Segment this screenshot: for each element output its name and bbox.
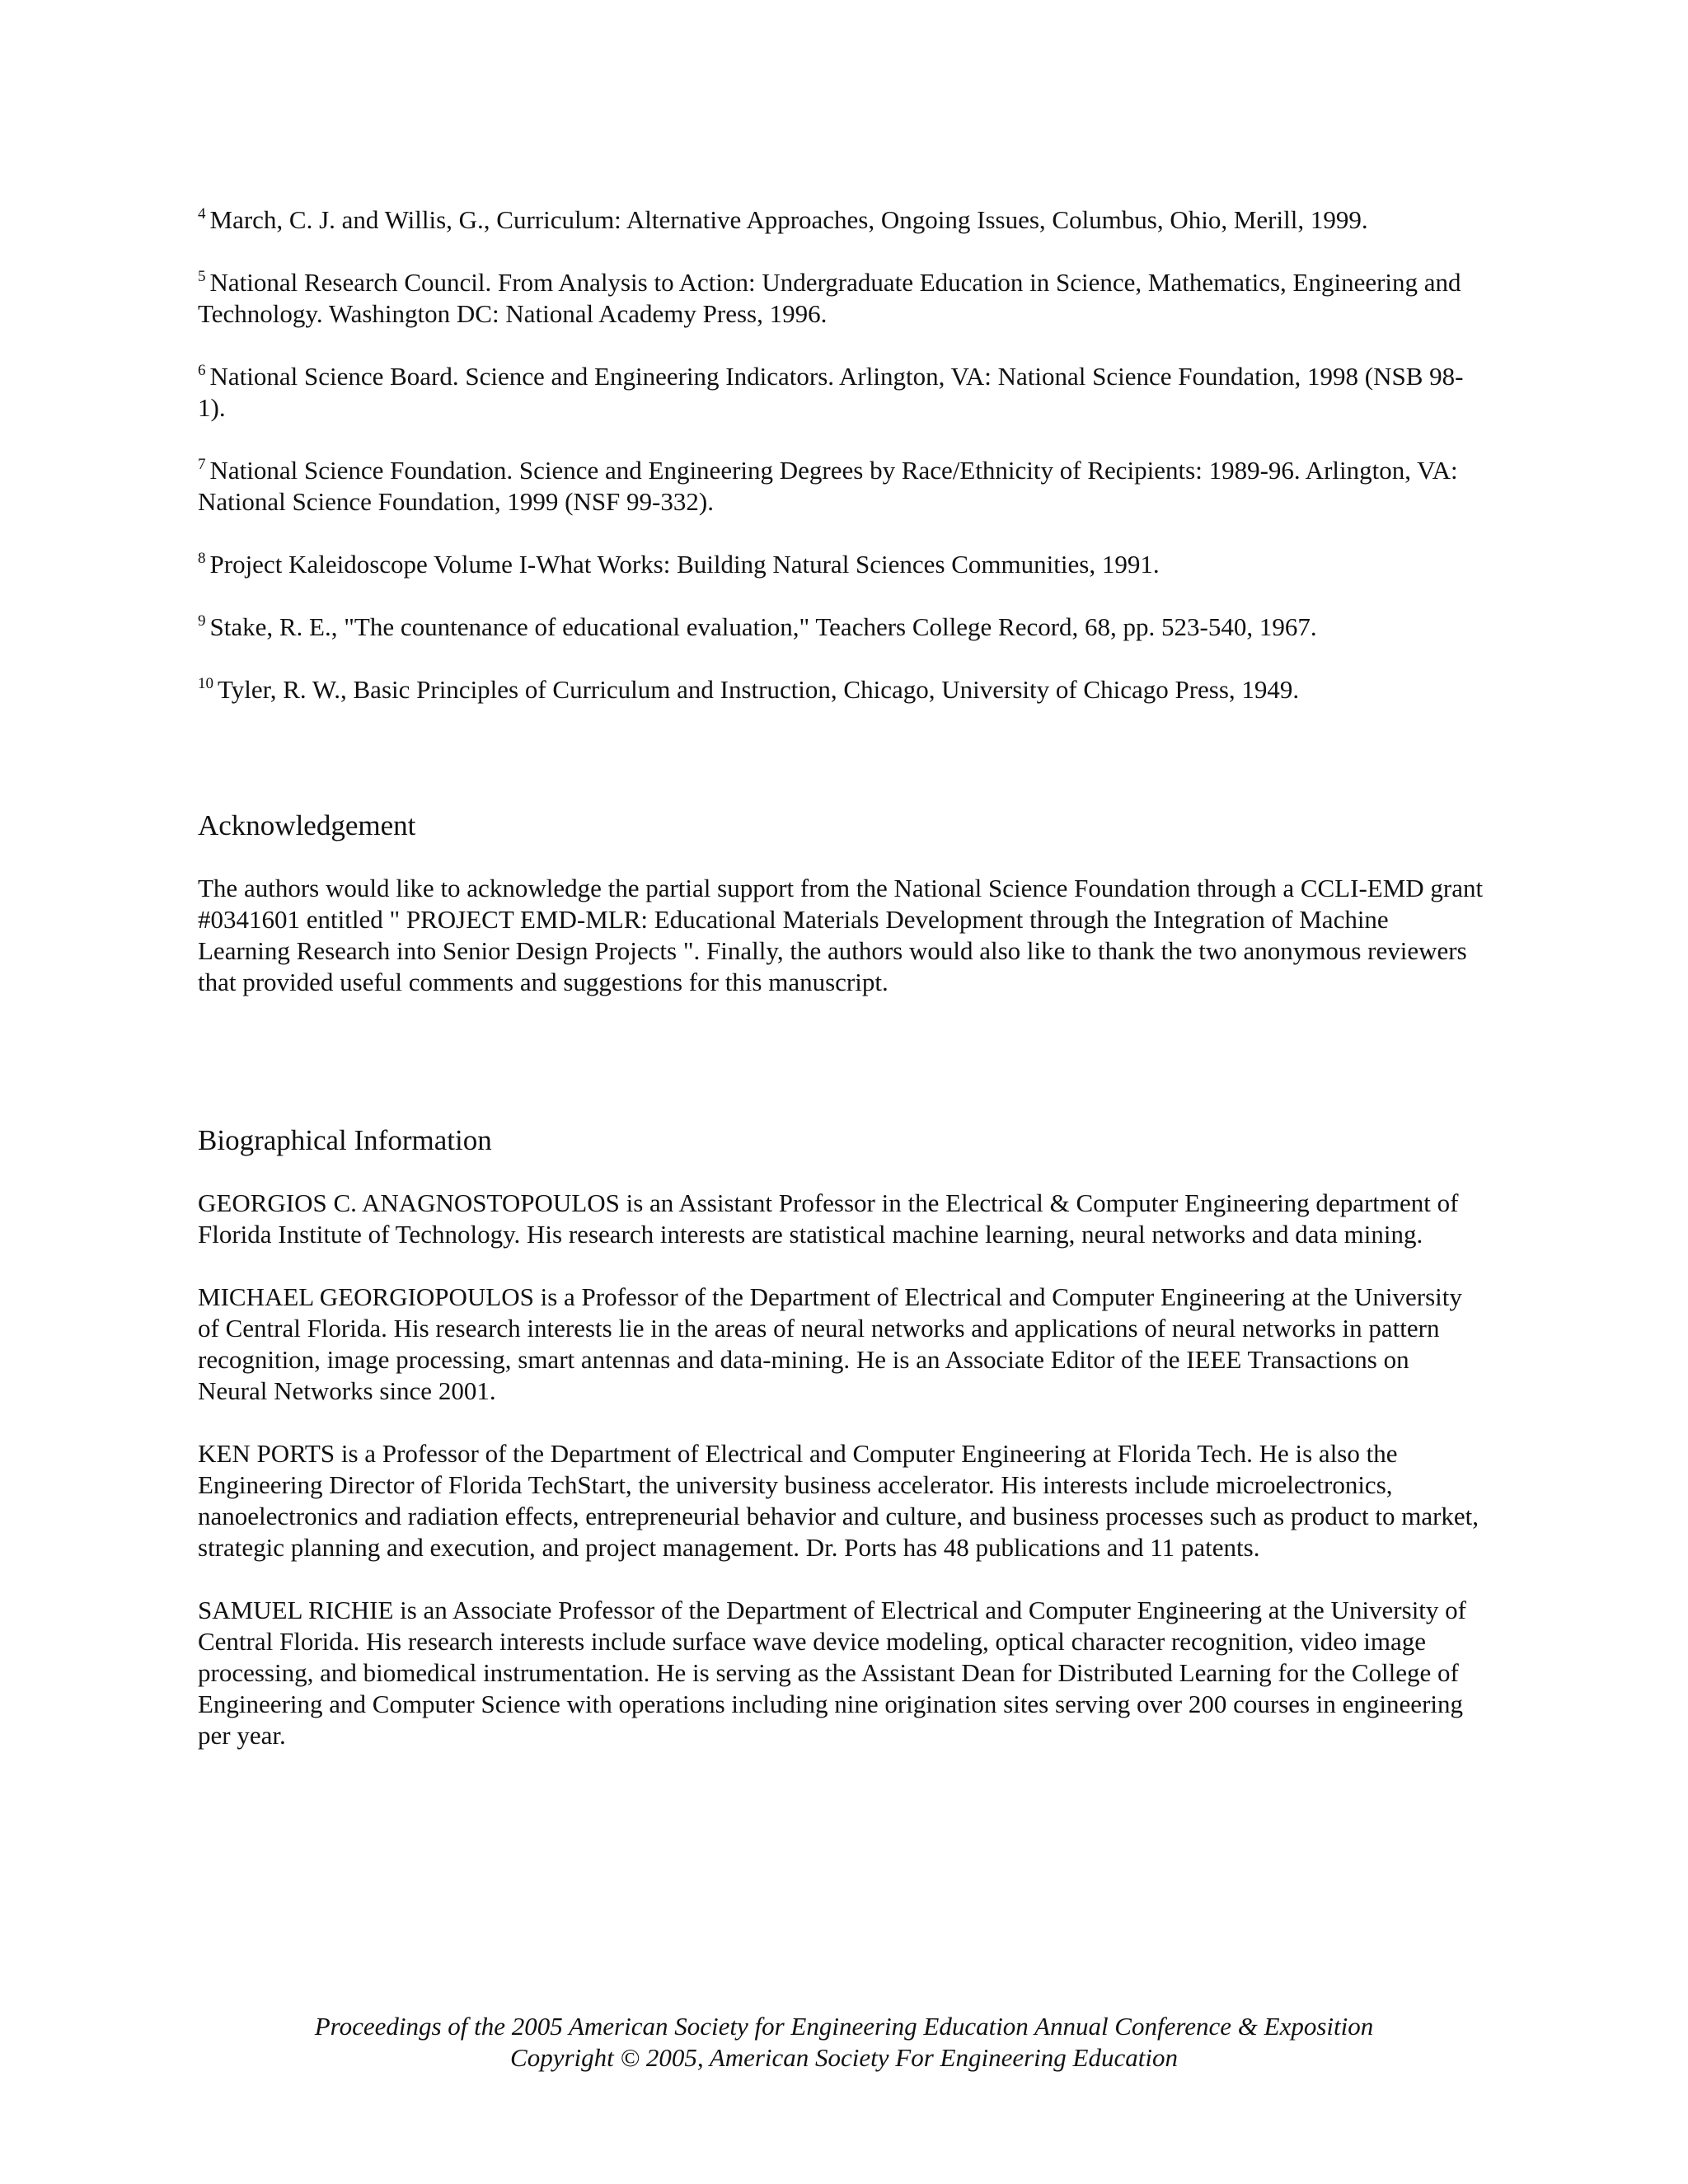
acknowledgement-text: The authors would like to acknowledge the partial support from the National Science Foundation through a CCLI-EMD grant #0341601 entitled " PROJECT EMD-MLR: Educational Materials Development through the Integration of Machine Learning Research into Senior Design Projects ". Finally, the authors would also like to thank the two anonymous reviewers that provided useful comments and suggestions for this manuscript. [198,874,1484,996]
reference-item [198,674,1484,705]
reference-item [198,204,1484,236]
reference-text: Stake, R. E., "The countenance of educational evaluation," Teachers College Record, 68, pp. 523-540, 1967. [209,612,1317,641]
footer-copyright-line: Copyright © 2005, American Society For Engineering Education [510,2043,1178,2072]
reference-number: 4 [198,205,206,223]
reference-text: Project Kaleidoscope Volume I-What Works: Building Natural Sciences Communities, 1991. [209,550,1160,579]
page-footer [0,2011,1688,2074]
bio-paragraph-anagnostopoulos: GEORGIOS C. ANAGNOSTOPOULOS is an Assistant Professor in the Electrical & Computer Engineering department of Florida Institute of Technology. His research interests are statistical machine learning, neural networks and data mining. [198,1188,1459,1249]
reference-text: National Science Foundation. Science and Engineering Degrees by Race/Ethnicity of Recipients: 1989-96. Arlington, VA: National Science Foundation, 1999 (NSF 99-332). [198,456,1458,516]
reference-item [198,549,1484,580]
reference-item [198,361,1484,424]
reference-number: 10 [198,675,213,692]
reference-number: 6 [198,362,206,379]
bio-paragraph-georgiopoulos: MICHAEL GEORGIOPOULOS is a Professor of the Department of Electrical and Computer Engineering at the University of Central Florida. His research interests lie in the areas of neural networks and applications of neural networks in pattern recognition, image processing, smart antennas and data-mining. He is an Associate Editor of the IEEE Transactions on Neural Networks since 2001. [198,1282,1462,1405]
reference-list [198,204,1484,705]
page-content [198,204,1484,1751]
reference-number: 9 [198,612,206,630]
reference-item [198,455,1484,518]
reference-text: March, C. J. and Willis, G., Curriculum: Alternative Approaches, Ongoing Issues, Columbus, Ohio, Merill, 1999. [209,205,1368,234]
reference-number: 5 [198,268,206,285]
reference-item [198,267,1484,330]
reference-item [198,612,1484,643]
bio-paragraph-ports: KEN PORTS is a Professor of the Department of Electrical and Computer Engineering at Florida Tech. He is also the Engineering Director of Florida TechStart, the university business accelerator. His interests include microelectronics, nanoelectronics and radiation effects, entrepreneurial behavior and culture, and business processes such as product to market, strategic planning and execution, and project management. Dr. Ports has 48 publications and 11 patents. [198,1439,1479,1562]
acknowledgement-heading: Acknowledgement [198,809,416,841]
reference-number: 7 [198,456,206,473]
biographical-heading: Biographical Information [198,1124,492,1156]
reference-text: National Science Board. Science and Engineering Indicators. Arlington, VA: National Science Foundation, 1998 (NSB 98-1). [198,362,1464,422]
reference-text: National Research Council. From Analysis to Action: Undergraduate Education in Science, Mathematics, Engineering and Technology. Washington DC: National Academy Press, 1996. [198,268,1461,328]
reference-number: 8 [198,550,206,567]
bio-paragraph-richie: SAMUEL RICHIE is an Associate Professor of the Department of Electrical and Computer Engineering at the University of Central Florida. His research interests include surface wave device modeling, optical character recognition, video image processing, and biomedical instrumentation. He is serving as the Assistant Dean for Distributed Learning for the College of Engineering and Computer Science with operations including nine origination sites serving over 200 courses in engineering per year. [198,1596,1466,1750]
reference-text: Tyler, R. W., Basic Principles of Curriculum and Instruction, Chicago, University of Chicago Press, 1949. [218,675,1300,704]
footer-proceedings-line: Proceedings of the 2005 American Society for Engineering Education Annual Conference & Exposition [314,2012,1374,2041]
